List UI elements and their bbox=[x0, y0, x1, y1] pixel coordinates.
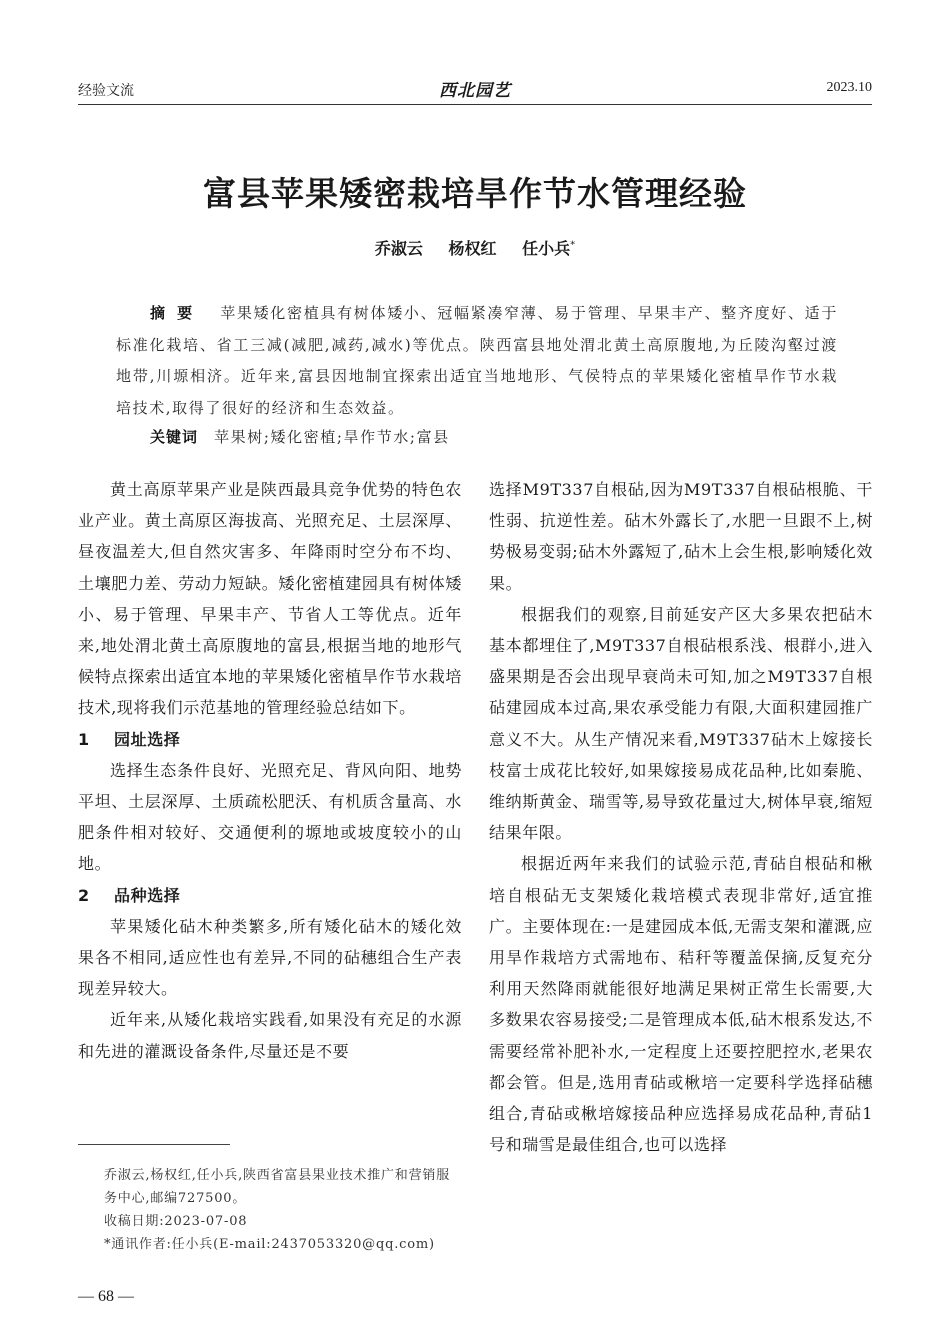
issue-date: 2023.10 bbox=[826, 80, 872, 95]
section-2-paragraph-2: 近年来,从矮化栽培实践看,如果没有充足的水源和先进的灌溉设备条件,尽量还是不要 bbox=[78, 1010, 462, 1061]
abstract-label: 摘要 bbox=[150, 304, 205, 322]
section-heading-2: 2 品种选择 bbox=[78, 885, 181, 905]
author-2: 杨权红 bbox=[448, 239, 497, 258]
abstract bbox=[116, 298, 838, 424]
keywords-label: 关键词 bbox=[150, 428, 199, 446]
corresponding-mark: * bbox=[570, 239, 576, 251]
footnote-correspondence: *通讯作者:任小兵(E-mail:2437053320@qq.com) bbox=[104, 1237, 435, 1252]
left-column bbox=[78, 474, 462, 1067]
observation-paragraph: 根据我们的观察,目前延安产区大多果农把砧木基本都埋住了,M9T337自根砧根系浅、根群小,进入盛果期是否会出现早衰尚未可知,加之M9T337自根砧建园成本过高,果农承受能力有限,大面积建园推广意义不大。从生产情况来看,M9T337砧木上嫁接长枝富士成花比较好,如果嫁接易成花品种,比如秦脆、维纳斯黄金、瑞雪等,易导致花量过大,树体早衰,缩短结果年限。 bbox=[489, 604, 873, 843]
author-1: 乔淑云 bbox=[374, 239, 423, 258]
article-title: 富县苹果矮密栽培旱作节水管理经验 bbox=[203, 174, 747, 213]
author-3: 任小兵* bbox=[522, 239, 576, 258]
page-number: — 68 — bbox=[78, 1288, 134, 1305]
footnote-received: 收稿日期:2023-07-08 bbox=[104, 1214, 248, 1229]
header-rule bbox=[78, 104, 872, 105]
author-list bbox=[0, 236, 950, 259]
journal-logo: 西北园艺 bbox=[439, 81, 511, 101]
footnote-affiliation: 乔淑云,杨权红,任小兵,陕西省富县果业技术推广和营销服务中心,邮编727500。 bbox=[104, 1168, 450, 1206]
footnote-rule bbox=[78, 1144, 230, 1145]
right-column bbox=[489, 474, 873, 1160]
abstract-text: 苹果矮化密植具有树体矮小、冠幅紧凑窄薄、易于管理、早果丰产、整齐度好、适于标准化栽培、省工三减(减肥,减药,减水)等优点。陕西富县地处渭北黄土高原腹地,为丘陵沟壑过渡地带,川塬相济。近年来,富县因地制宜探索出适宜当地地形、气侯特点的苹果矮化密植旱作节水栽培技术,取得了很好的经济和生态效益。 bbox=[116, 304, 838, 417]
section-1-paragraph: 选择生态条件良好、光照充足、背风向阳、地势平坦、土层深厚、土质疏松肥沃、有机质含量高、水肥条件相对较好、交通便利的塬地或坡度较小的山地。 bbox=[78, 760, 462, 874]
footnotes bbox=[78, 1164, 462, 1256]
continued-paragraph: 选择M9T337自根砧,因为M9T337自根砧根脆、干性弱、抗逆性差。砧木外露长了,水肥一旦跟不上,树势极易变弱;砧木外露短了,砧木上会生根,影响矮化效果。 bbox=[489, 480, 873, 593]
keywords-text: 苹果树;矮化密植;旱作节水;富县 bbox=[214, 428, 450, 446]
section-label: 经验文流 bbox=[78, 83, 134, 99]
section-2-paragraph-1: 苹果矮化砧木种类繁多,所有矮化砧木的矮化效果各不相同,适应性也有差异,不同的砧穗组合生产表现差异较大。 bbox=[78, 916, 462, 999]
intro-paragraph: 黄土高原苹果产业是陕西最具竞争优势的特色农业产业。黄土高原区海拔高、光照充足、土层深厚、昼夜温差大,但自然灾害多、年降雨时空分布不均、土壤肥力差、劳动力短缺。矮化密植建园具有树体矮小、易于管理、早果丰产、节省人工等优点。近年来,地处渭北黄土高原腹地的富县,根据当地的地形气候特点探索出适宜本地的苹果矮化密植旱作节水栽培技术,现将我们示范基地的管理经验总结如下。 bbox=[78, 480, 462, 718]
keywords bbox=[116, 426, 838, 447]
section-heading-1: 1 园址选择 bbox=[78, 729, 181, 749]
trial-paragraph: 根据近两年来我们的试验示范,青砧自根砧和楸培自根砧无支架矮化栽培模式表现非常好,适宜推广。主要体现在:一是建园成本低,无需支架和灌溉,应用旱作栽培方式需地布、秸秆等覆盖保摘,反复充分利用天然降雨就能很好地满足果树正常生长需要,大多数果农容易接受;二是管理成本低,砧木根系发达,不需要经常补肥补水,一定程度上还要控肥控水,老果农都会管。但是,选用青砧或楸培一定要科学选择砧穗组合,青砧或楸培嫁接品种应选择易成花品种,青砧1号和瑞雪是最佳组合,也可以选择 bbox=[489, 854, 873, 1155]
